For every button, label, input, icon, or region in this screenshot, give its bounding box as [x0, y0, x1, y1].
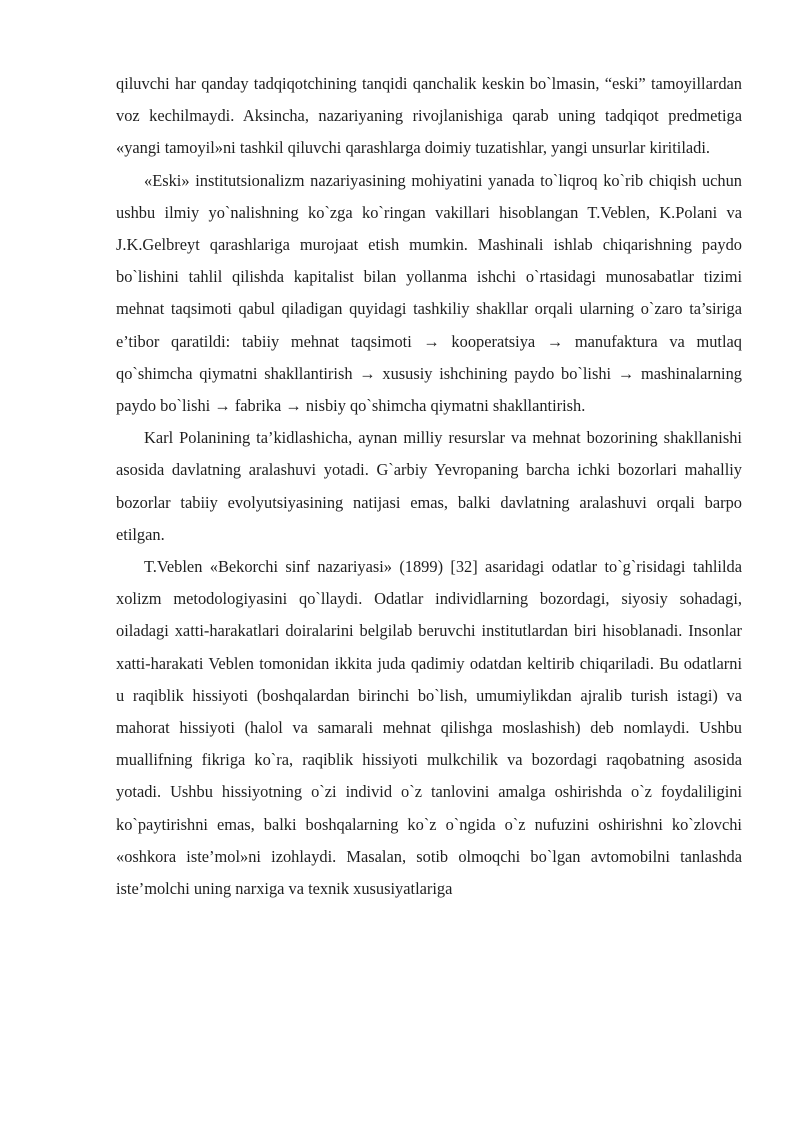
- paragraph-continuation: qiluvchi har qanday tadqiqotchining tanqidi qanchalik keskin bo`lmasin, “eski” tamoyillardan voz kechilmaydi. Aksincha, nazariyaning rivojlanishiga qarab uning tadqiqot predmetiga «yangi tamoyil»ni tashkil qiluvchi qarashlarga doimiy tuzatishlar, yangi unsurlar kiritiladi.: [116, 74, 742, 158]
- paragraph-veblen: T.Veblen «Bekorchi sinf nazariyasi» (1899) [32] asaridagi odatlar to`g`risidagi tahlilda xolizm metodologiyasini qo`llaydi. Odatlar individlarning bozordagi, siyosiy sohadagi, oiladagi xatti-harakatlari doiralarini belgilab beruvchi institutlardan biri hisoblanadi. Insonlar xatti-harakati Veblen tomonidan ikkita juda qadimiy odatdan keltirib chiqariladi. Bu odatlarni u raqiblik hissiyoti (boshqalardan birinchi bo`lish, umumiylikdan ajralib turish istagi) va mahorat hissiyoti (halol va samarali mehnat qilishga moslashish) deb nomlaydi. Ushbu muallifning fikriga ko`ra, raqiblik hissiyoti mulkchilik va bozordagi raqobatning asosida yotadi. Ushbu hissiyotning o`zi individ o`z tanlovini amalga oshirishda o`z foydaliligini ko`paytirishni emas, balki boshqalarning ko`z o`ngida o`z nufuzini oshirishni ko`zlovchi «oshkora iste’mol»ni izohlaydi. Masalan, sotib olmoqchi bo`lgan avtomobilni tanlashda iste’molchi uning narxiga va texnik xususiyatlariga: [116, 557, 742, 899]
- paragraph-polanyi: Karl Polanining ta’kidlashicha, aynan milliy resurslar va mehnat bozorining shakllanishi asosida davlatning aralashuvi yotadi. G`arbiy Yevropaning barcha ichki bozorlari mahalliy bozorlar tabiiy evolyutsiyasining natijasi emas, balki davlatning aralashuvi orqali barpo etilgan.: [116, 428, 742, 544]
- paragraph-old-institutionalism: «Eski» institutsionalizm nazariyasining mohiyatini yanada to`liqroq ko`rib chiqish uchun ushbu ilmiy yo`nalishning ko`zga ko`ringan vakillari hisoblangan T.Veblen, K.Polani va J.K.Gelbreyt qarashlariga murojaat etish mumkin. Mashinali ishlab chiqarishning paydo bo`lishini tahlil qilishda kapitalist bilan yollanma ishchi o`rtasidagi munosabatlar tizimi mehnat taqsimoti qabul qiladigan quyidagi tashkiliy shakllar orqali ularning o`zaro ta’siriga e’tibor qaratildi: tabiiy mehnat taqsimoti → kooperatsiya → manufaktura va mutlaq qo`shimcha qiymatni shakllantirish → xususiy ishchining paydo bo`lishi → mashinalarning paydo bo`lishi → fabrika → nisbiy qo`shimcha qiymatni shakllantirish.: [116, 170, 742, 416]
- document-page: [116, 68, 742, 905]
